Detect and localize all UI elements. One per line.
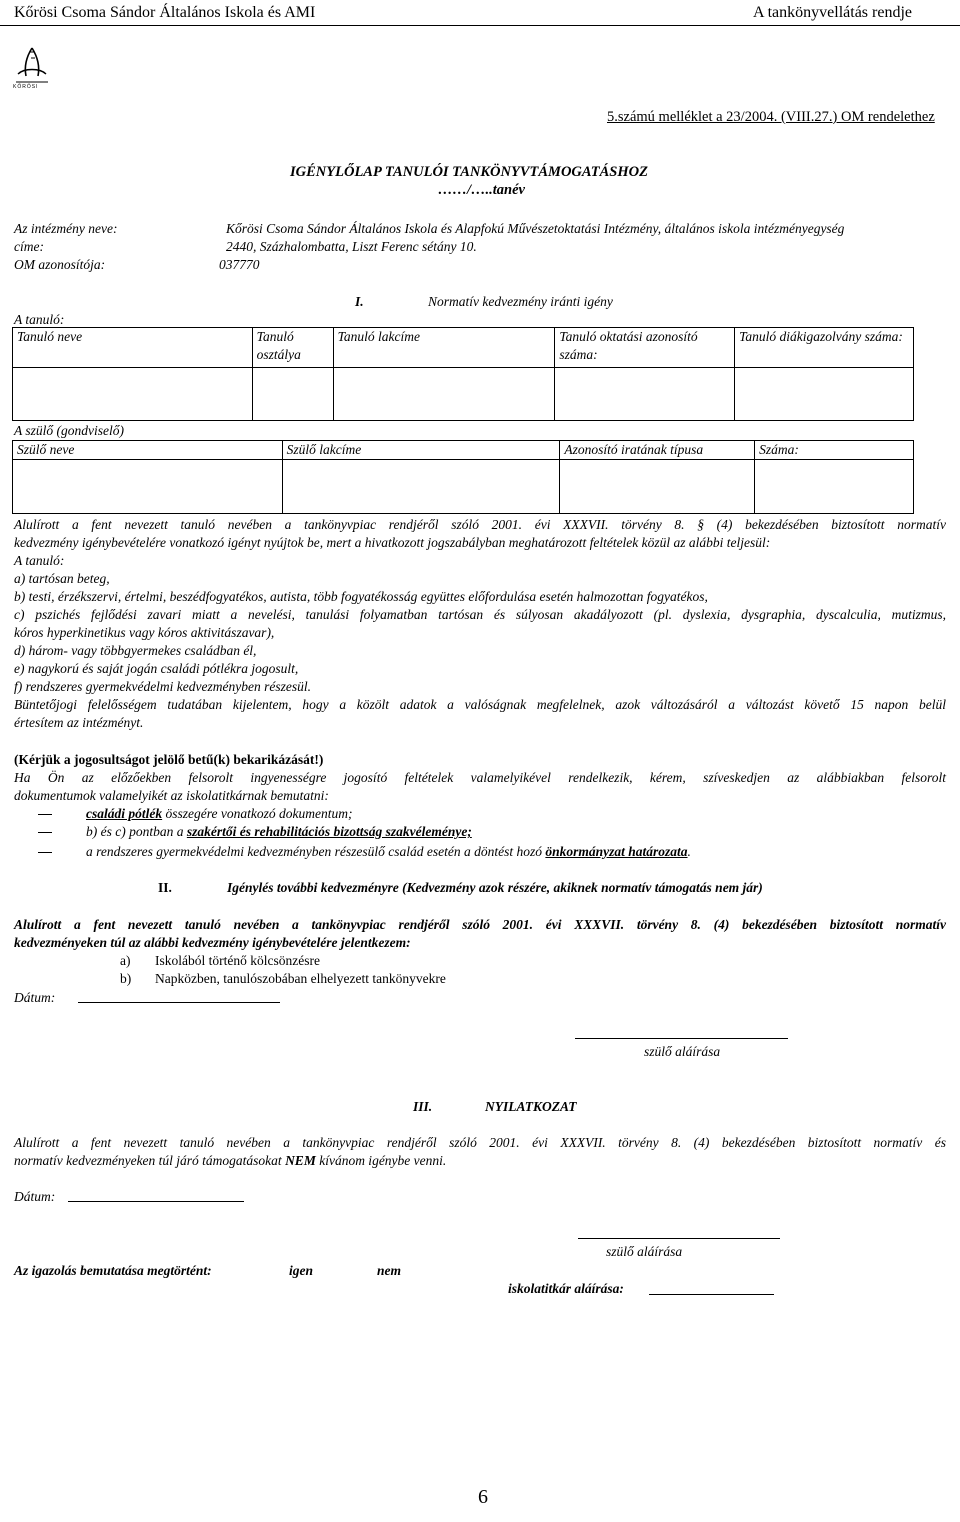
option-b-letter: b)	[120, 971, 132, 986]
bullet-expert-opinion	[86, 823, 472, 841]
student-table	[12, 327, 914, 421]
student-address-cell[interactable]	[333, 368, 555, 421]
student-table-header-row	[13, 328, 914, 368]
student-edu-id-cell[interactable]	[555, 368, 735, 421]
option-a-text[interactable]: Iskolából történő kölcsönzésre	[155, 953, 320, 968]
para-text: normatív kedvezményeken túl járó támogatásokat	[14, 1153, 286, 1168]
bullet-municipal-decision	[86, 843, 691, 861]
institution-om-value: 037770	[219, 257, 260, 272]
section3-paragraph-line2	[14, 1152, 946, 1170]
section2-paragraph-line1: Alulírott a fent nevezett tanuló nevében a tankönyvpiac rendjéről szóló 2001. évi XXXVII. törvény 8. (4) bekezdésében biztosított normatív	[14, 917, 946, 932]
col-student-edu-id: Tanuló oktatási azonosító száma:	[555, 328, 735, 368]
section2-number: II.	[158, 880, 172, 895]
col-parent-doc-type: Azonosító iratának típusa	[560, 441, 755, 460]
parent-doc-no-cell[interactable]	[755, 460, 914, 514]
bullet-link: családi pótlék	[86, 806, 163, 821]
secretary-signature-label: iskolatitkár aláírása:	[508, 1281, 624, 1296]
bullet-link: önkormányzat határozata	[545, 844, 688, 859]
section2-date-line[interactable]	[78, 1002, 280, 1003]
criminal-statement-line1: Büntetőjogi felelősségem tudatában kijelentem, hogy a közölt adatok a valóságnak megfelelnek, azok változásáról a változást követő 15 napon belül	[14, 697, 946, 712]
section2-heading: Igénylés további kedvezményre (Kedvezmény azok részére, akiknek normatív támogatás nem jár)	[227, 880, 763, 895]
institution-address-label: címe:	[14, 239, 44, 254]
para-text: kívánom igénybe venni.	[315, 1153, 447, 1168]
verification-no[interactable]: nem	[377, 1263, 402, 1278]
condition-c-cont: kóros hyperkinetikus vagy kóros aktivitászavar),	[14, 625, 275, 640]
bullet-link: szakértői és rehabilitációs bizottság szakvéleménye;	[186, 824, 472, 839]
option-a-letter: a)	[120, 953, 131, 968]
bullet-dash	[38, 814, 52, 815]
institution-om-label: OM azonosítója:	[14, 257, 106, 272]
col-student-card-no: Tanuló diákigazolvány száma:	[735, 328, 914, 368]
parent-table	[12, 440, 914, 514]
bullet-dash	[38, 852, 52, 853]
option-b-text[interactable]: Napközben, tanulószobában elhelyezett tankönyvekre	[155, 971, 446, 986]
section3-signature-label: szülő aláírása	[606, 1244, 683, 1259]
section3-paragraph-line1: Alulírott a fent nevezett tanuló nevében a tankönyvpiac rendjéről szóló 2001. évi XXXVII. törvény 8. (4) bekezdésében biztosított normatív és	[14, 1135, 946, 1150]
bullet-family-allowance	[86, 805, 352, 823]
section3-number: III.	[413, 1099, 433, 1114]
section1-paragraph-line2: kedvezmény igénybevételére vonatkozó igényt nyújtok be, mert a hivatkozott jogszabályban meghatározott feltételek közül az alábbi teljesül:	[14, 535, 771, 550]
header-school-name: Kőrösi Csoma Sándor Általános Iskola és AMI	[14, 4, 316, 21]
page-number: 6	[478, 1486, 488, 1508]
condition-d: d) három- vagy többgyermekes családban él,	[14, 643, 257, 658]
bullet-dash	[38, 832, 52, 833]
condition-b: b) testi, érzékszervi, értelmi, beszédfogyatékos, autista, több fogyatékosság együttes előfordulása esetén halmozottan fogyatékos,	[14, 589, 708, 604]
mark-request: (Kérjük a jogosultságot jelölő betű(k) bekarikázását!)	[14, 752, 324, 767]
parent-name-cell[interactable]	[13, 460, 283, 514]
parent-doc-type-cell[interactable]	[560, 460, 755, 514]
col-parent-address: Szülő lakcíme	[282, 441, 560, 460]
docs-intro-line1: Ha Ön az előzőekben felsorolt ingyenességre jogosító feltételek valamelyikével rendelkezik, kérem, szíveskedjen az alábbiakban felsorolt	[14, 770, 946, 785]
institution-name-label: Az intézmény neve:	[14, 221, 118, 236]
parent-table-entry-row	[13, 460, 914, 514]
institution-name-value: Kőrösi Csoma Sándor Általános Iskola és Alapfokú Művészetoktatási Intézmény, általános iskola intézményegység	[226, 221, 845, 236]
condition-c: c) pszichés fejlődési zavari miatt a nevelési, tanulási folyamatban tartósan és súlyosan akadályozott (pl. dyslexia, dysgraphia, dyscalculia, mutizmus,	[14, 607, 946, 622]
col-parent-doc-no: Száma:	[755, 441, 914, 460]
para-bold-nem: NEM	[285, 1153, 316, 1168]
bullet-text: a rendszeres gyermekvédelmi kedvezményben részesülő család esetén a döntést hozó	[86, 844, 546, 859]
school-year: ……/…..tanév	[438, 182, 525, 198]
logo-text: KŐRÖSI	[13, 84, 39, 90]
institution-address-value: 2440, Százhalombatta, Liszt Ferenc sétány 10.	[226, 239, 477, 254]
section3-signature-line[interactable]	[578, 1238, 780, 1239]
col-parent-name: Szülő neve	[13, 441, 283, 460]
annex-reference: 5.számú melléklet a 23/2004. (VIII.27.) OM rendelethez	[607, 109, 935, 125]
verification-yes[interactable]: igen	[289, 1263, 314, 1278]
col-student-class: Tanuló osztálya	[252, 328, 333, 368]
section2-date-label: Dátum:	[14, 990, 56, 1005]
docs-intro-line2: dokumentumok valamelyikét az iskolatitkárnak bemutatni:	[14, 788, 329, 803]
header-doc-title: A tankönyvellátás rendje	[752, 4, 912, 21]
section1-number: I.	[355, 294, 364, 309]
student-class-cell[interactable]	[252, 368, 333, 421]
bullet-text: összegére vonatkozó dokumentum;	[162, 806, 353, 821]
section3-heading: NYILATKOZAT	[485, 1099, 577, 1114]
section2-paragraph-line2: kedvezményeken túl az alábbi kedvezmény igénybevételére jelentkezem:	[14, 935, 411, 950]
parent-address-cell[interactable]	[282, 460, 560, 514]
bullet-text: .	[687, 844, 691, 859]
bullet-text: b) és c) pontban a	[86, 824, 187, 839]
section1-paragraph-line1: Alulírott a fent nevezett tanuló nevében a tankönyvpiac rendjéről szóló 2001. évi XXXVII. törvény 8. § (4) bekezdésében biztosított normatív	[14, 517, 946, 532]
section2-signature-line[interactable]	[575, 1038, 788, 1039]
section3-date-label: Dátum:	[14, 1189, 56, 1204]
student-card-no-cell[interactable]	[735, 368, 914, 421]
parent-table-header-row	[13, 441, 914, 460]
section1-heading: Normatív kedvezmény iránti igény	[428, 294, 613, 309]
conditions-intro: A tanuló:	[14, 553, 65, 568]
col-student-address: Tanuló lakcíme	[333, 328, 555, 368]
secretary-signature-line[interactable]	[649, 1294, 774, 1295]
section2-signature-label: szülő aláírása	[644, 1044, 721, 1059]
criminal-statement-line2: értesítem az intézményt.	[14, 715, 144, 730]
student-label: A tanuló:	[14, 312, 65, 327]
form-title: IGÉNYLŐLAP TANULÓI TANKÖNYVTÁMOGATÁSHOZ	[290, 164, 648, 180]
student-table-entry-row	[13, 368, 914, 421]
condition-a: a) tartósan beteg,	[14, 571, 110, 586]
condition-e: e) nagykorú és saját jogán családi pótlékra jogosult,	[14, 661, 299, 676]
verification-label: Az igazolás bemutatása megtörtént:	[14, 1263, 212, 1278]
section3-date-line[interactable]	[68, 1201, 244, 1202]
parent-label: A szülő (gondviselő)	[14, 423, 124, 438]
student-name-cell[interactable]	[13, 368, 253, 421]
condition-f: f) rendszeres gyermekvédelmi kedvezményben részesül.	[14, 679, 312, 694]
col-student-name: Tanuló neve	[13, 328, 253, 368]
